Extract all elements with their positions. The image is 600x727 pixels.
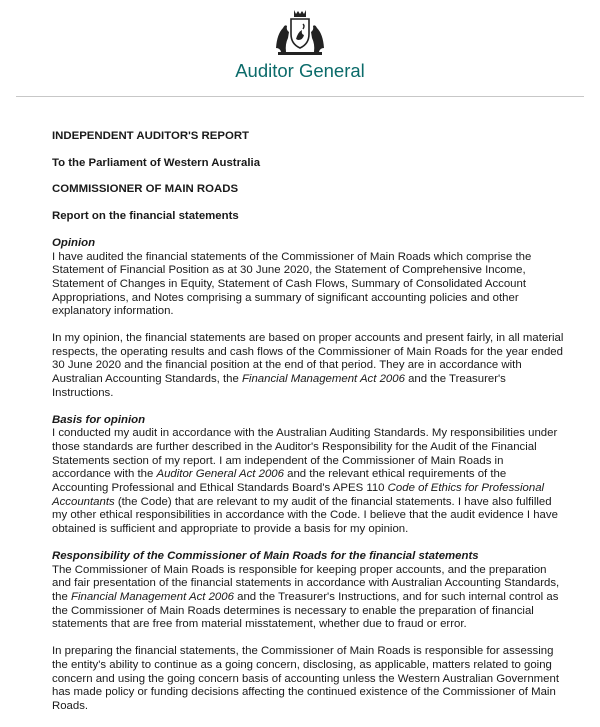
responsibility-paragraph-2: In preparing the financial statements, the Commissioner of Main Roads is responsible for assessing the entity's ability to continue as a going concern, disclosing, as applicable, matters related to going concern and using the going concern basis of accounting unless the Western Australian Government has made policy or funding decisions affecting the continued existence of the Commissioner of Main Roads. — [52, 645, 559, 712]
text-run: In my opinion, the financial statements are based on proper accounts and present fairly, in all material respects, the operating results and cash flows of the Commissioner of Main Roads for the year ended 30 June 2020 and the financial position at the end of that period. They are in accordance with Australian Accounting Standards, the — [52, 332, 564, 386]
basis-heading: Basis for opinion — [52, 413, 146, 426]
coat-of-arms-icon — [268, 8, 332, 58]
responsibility-paragraph-1 — [52, 564, 564, 633]
report-entity: COMMISSIONER OF MAIN ROADS — [52, 183, 239, 196]
header-divider — [16, 96, 584, 97]
opinion-heading: Opinion — [52, 236, 96, 249]
text-run: The Commissioner of Main Roads is responsible for keeping proper accounts, and the preparation and fair presentation of the financial statements in accordance with Australian Accounting Standards, the — [52, 563, 560, 603]
text-run: I conducted my audit in accordance with the Australian Auditing Standards. My responsibilities under those standards are further described in the Auditor's Responsibility for the Audit of the Financial Statements section of my report. I am independent of the Commissioner of Main Roads in accordance with the — [52, 427, 558, 481]
act-title: Financial Management Act 2006 — [71, 590, 234, 603]
report-body — [52, 130, 564, 727]
report-title: INDEPENDENT AUDITOR'S REPORT — [52, 130, 249, 142]
text-run: (the Code) that are relevant to my audit of the financial statements. I have also fulfilled my other ethical responsibilities in accordance with the Code. I believe that the audit evidence I have obtained is sufficient and appropriate to provide a basis for my opinion. — [52, 495, 558, 536]
text-run: and the Treasurer's Instructions. — [52, 373, 506, 399]
opinion-paragraph-2 — [52, 332, 564, 401]
code-title: Code of Ethics for Professional Accountants — [52, 482, 545, 508]
text-run: and the relevant ethical requirements of the Accounting Professional and Ethical Standards Board's APES 110 — [52, 468, 507, 495]
opinion-paragraph-1: I have audited the financial statements of the Commissioner of Main Roads which comprise the Statement of Financial Position as at 30 June 2020, the Statement of Comprehensive Income, Statement of Changes in Equity, Statement of Cash Flows, Summary of Consolidated Account Appropriations, and Notes comprising a summary of significant accounting policies and other explanatory information. — [52, 250, 532, 318]
responsibility-heading: Responsibility of the Commissioner of Main Roads for the financial statements — [52, 549, 479, 562]
act-title: Financial Management Act 2006 — [241, 373, 405, 386]
text-run: and the Treasurer's Instructions, and for such internal control as the Commissioner of Main Roads determines is necessary to enable the preparation of financial statements that are free from material misstatement, whether due to fraud or error. — [52, 590, 559, 631]
report-addressee: To the Parliament of Western Australia — [52, 156, 261, 169]
basis-paragraph — [52, 427, 564, 537]
org-name: Auditor General — [235, 60, 365, 81]
act-title: Auditor General Act 2006 — [156, 468, 284, 481]
report-section-title: Report on the financial statements — [52, 210, 239, 223]
